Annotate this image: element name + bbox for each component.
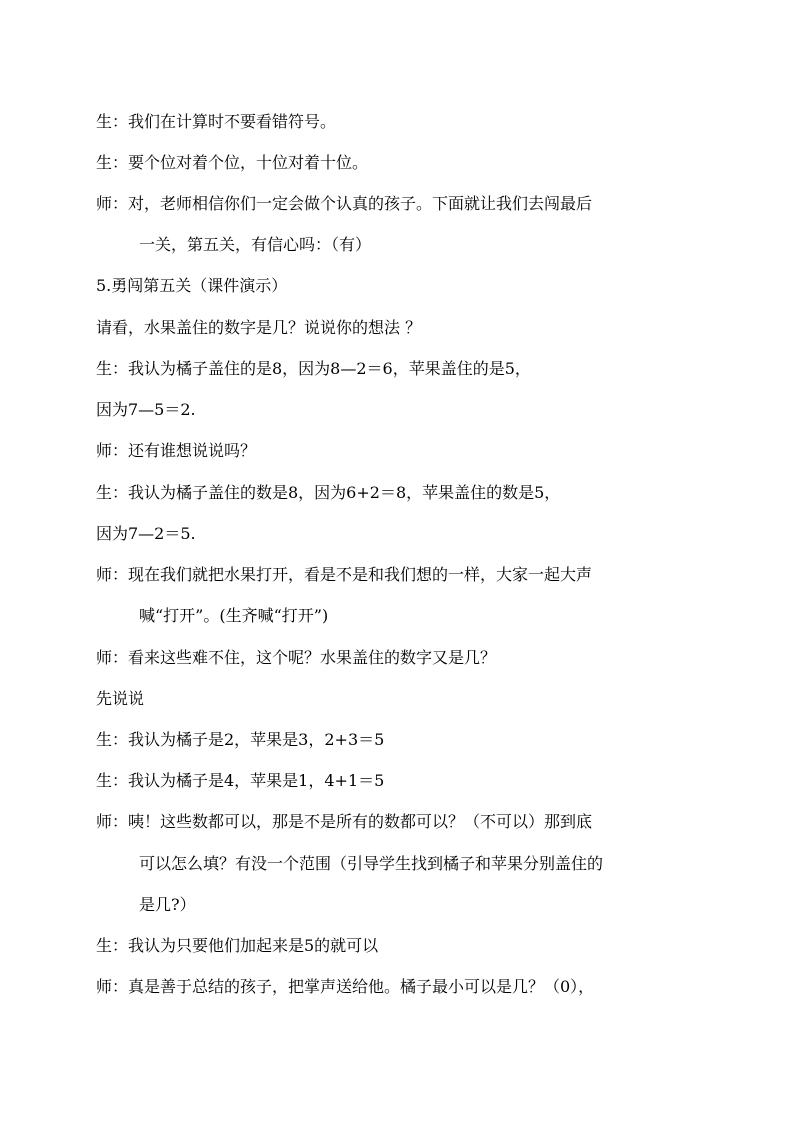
text-line: 因为7—2＝5. <box>96 524 196 543</box>
text-line: 喊“打开”。(生齐喊“打开”) <box>139 606 329 625</box>
text-line: 请看，水果盖住的数字是几？说说你的想法 ？ <box>96 318 422 337</box>
text-line: 生：要个位对着个位，十位对着十位。 <box>96 153 369 172</box>
text-line: 一关，第五关，有信心吗：（有） <box>139 235 372 254</box>
text-line: 生：我认为橘子盖住的数是8，因为6+2＝8，苹果盖住的数是5， <box>96 483 561 502</box>
text-line: 是几?） <box>139 895 196 914</box>
text-line: 生：我认为橘子盖住的是8，因为8—2＝6，苹果盖住的是5， <box>96 359 531 378</box>
text-line: 生：我认为橘子是4，苹果是1，4+1＝5 <box>96 771 385 790</box>
text-line: 师：真是善于总结的孩子，把掌声送给他。橘子最小可以是几？（0）， <box>96 977 595 996</box>
text-line: 先说说 <box>96 689 145 708</box>
text-line: 师：还有谁想说说吗？ <box>96 441 257 460</box>
text-line: 可以怎么填？有没一个范围（引导学生找到橘子和苹果分别盖住的 <box>139 854 604 873</box>
text-line: 师：看来这些难不住，这个呢？水果盖住的数字又是几？ <box>96 648 497 667</box>
text-line: 因为7—5＝2. <box>96 400 196 419</box>
text-line: 师：咦！这些数都可以，那是不是所有的数都可以？（不可以）那到底 <box>96 812 593 831</box>
text-line: 生：我们在计算时不要看错符号。 <box>96 112 337 131</box>
text-line: 生：我认为只要他们加起来是5的就可以 <box>96 936 379 955</box>
text-line: 生：我认为橘子是2，苹果是3，2+3＝5 <box>96 730 385 749</box>
text-line: 师：现在我们就把水果打开，看是不是和我们想的一样，大家一起大声 <box>96 565 593 584</box>
section-heading: 5.勇闯第五关（课件演示） <box>96 276 288 295</box>
text-line: 师：对，老师相信你们一定会做个认真的孩子。下面就让我们去闯最后 <box>96 194 593 213</box>
